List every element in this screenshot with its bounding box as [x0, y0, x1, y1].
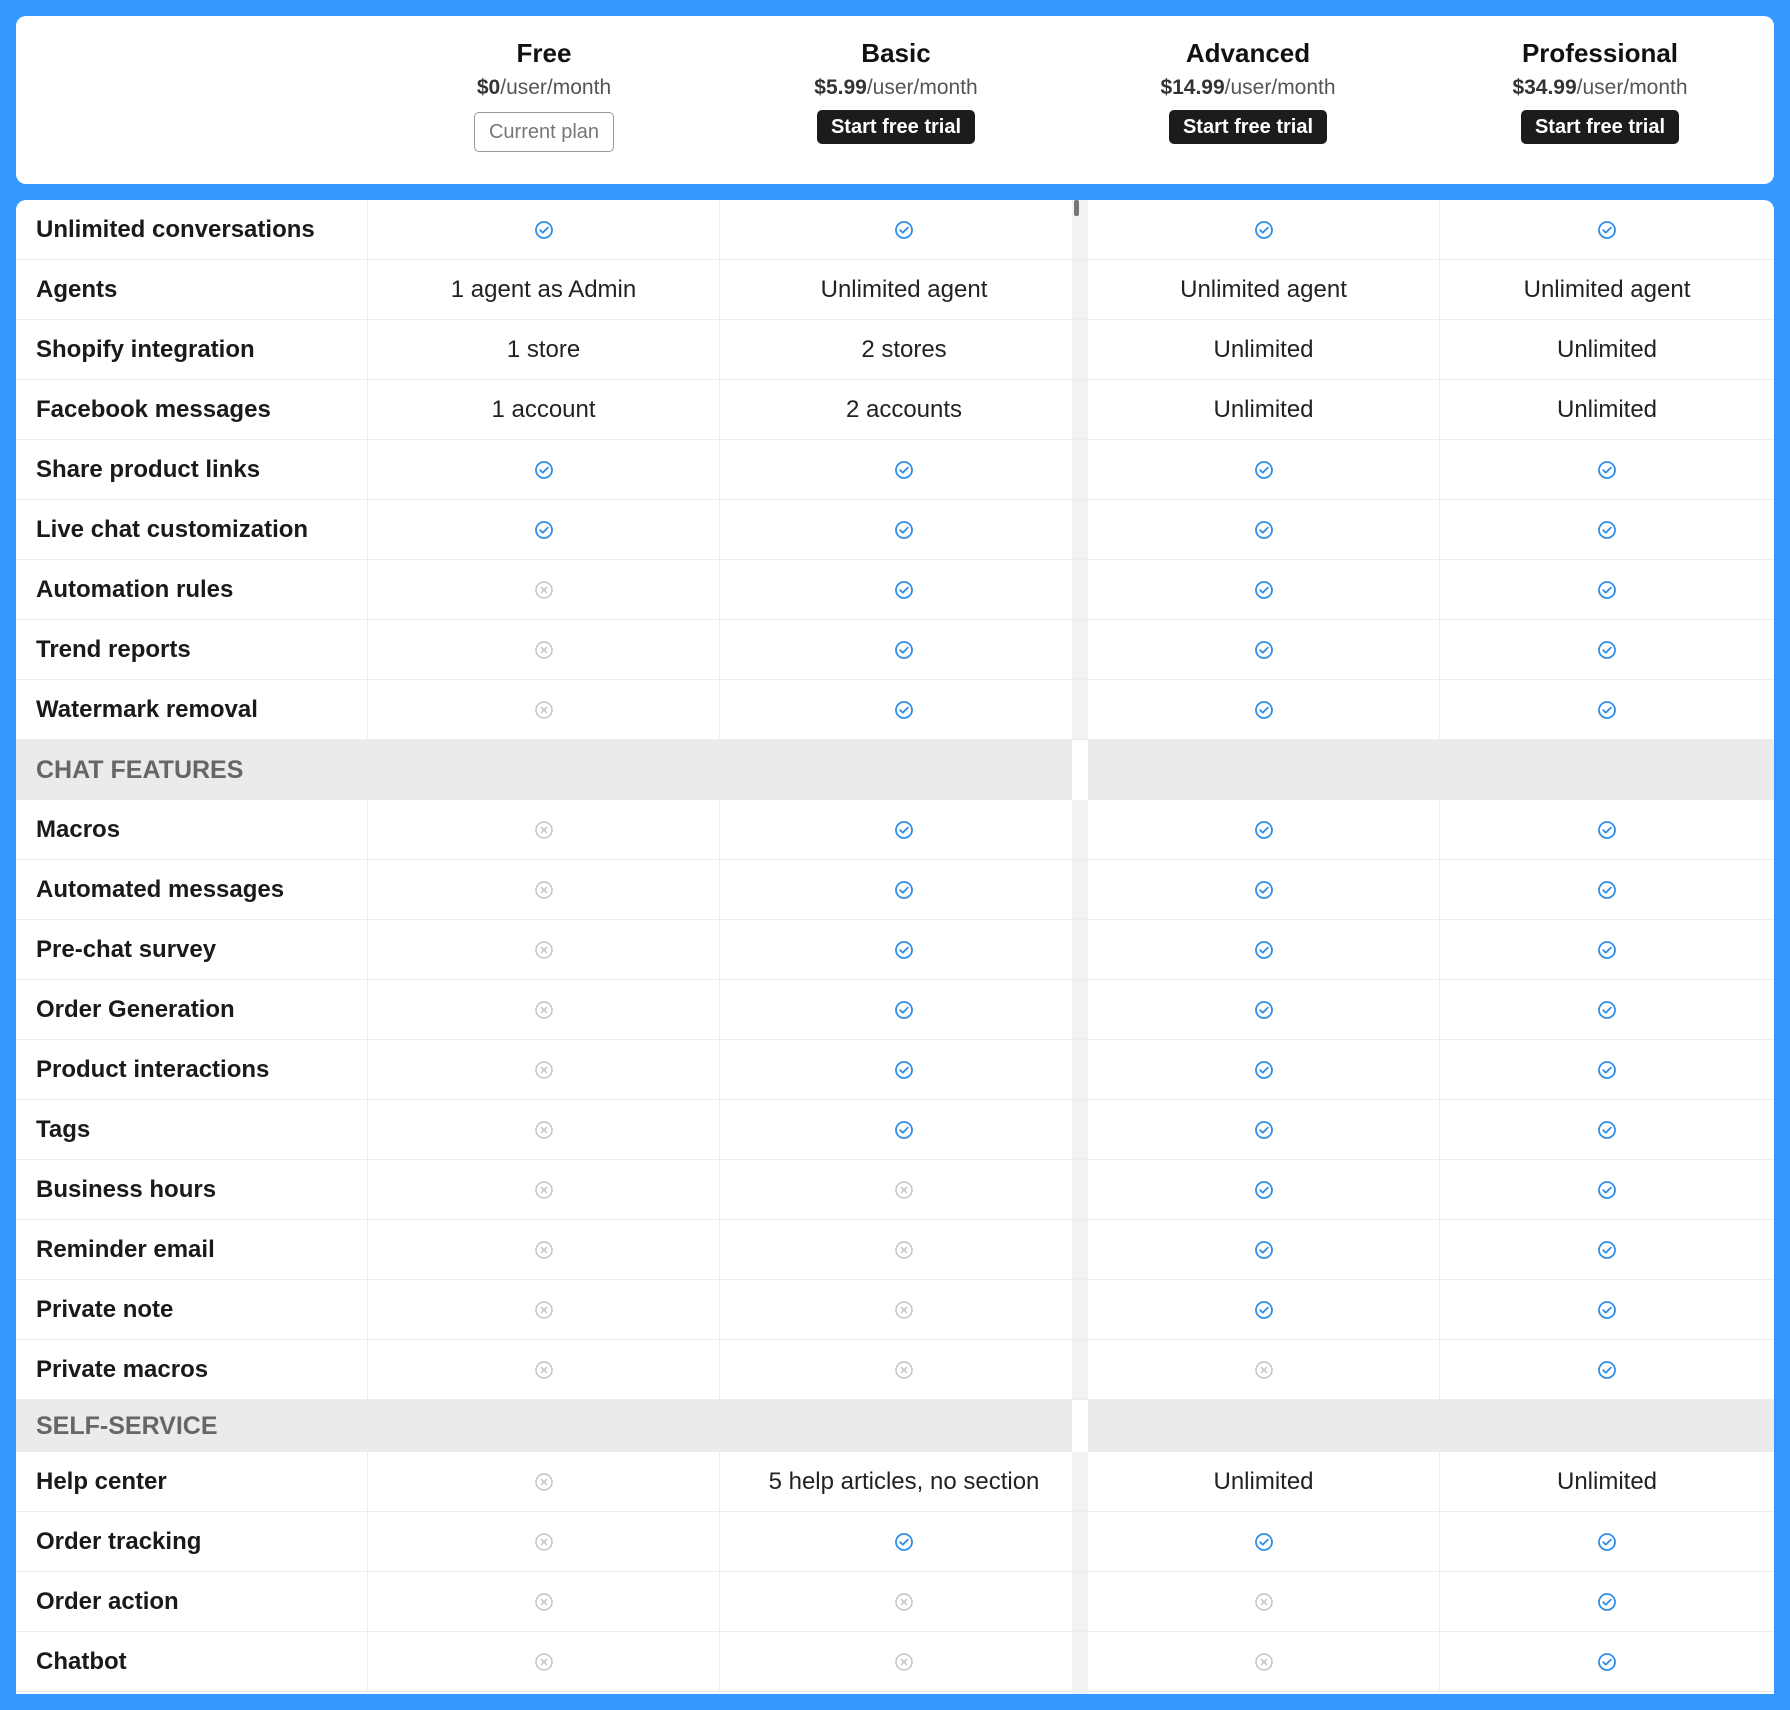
section-gap: [1072, 740, 1088, 800]
feature-value-advanced: Unlimited: [1088, 320, 1440, 379]
feature-value-professional: [1440, 1040, 1774, 1099]
feature-label: Order action: [16, 1572, 368, 1631]
check-circle-icon: [894, 1532, 914, 1552]
plan-name: Professional: [1521, 38, 1679, 68]
plan-name: Advanced: [1185, 38, 1311, 68]
feature-value-professional: [1440, 860, 1774, 919]
feature-value-free: 1 account: [368, 380, 720, 439]
feature-value-basic: [720, 920, 1088, 979]
table-row: [16, 500, 1774, 560]
feature-value-free: [368, 1632, 720, 1691]
feature-value-basic: [720, 800, 1088, 859]
feature-value-professional: [1440, 1220, 1774, 1279]
table-row: [16, 860, 1774, 920]
x-circle-icon: [1254, 1360, 1274, 1380]
feature-value-advanced: [1088, 680, 1440, 739]
feature-value-free: 1 agent as Admin: [368, 260, 720, 319]
feature-label: Product interactions: [16, 1040, 368, 1099]
table-row: [16, 800, 1774, 860]
table-row: [16, 380, 1774, 440]
feature-value-basic: [720, 1632, 1088, 1691]
feature-label: Facebook messages: [16, 380, 368, 439]
table-row: [16, 920, 1774, 980]
feature-value-professional: Unlimited: [1556, 395, 1658, 423]
check-circle-icon: [1254, 220, 1274, 240]
table-row: [16, 680, 1774, 740]
section-header-row: [16, 1400, 1774, 1452]
feature-value-professional: [1440, 1340, 1774, 1399]
feature-label: Watermark removal: [16, 680, 368, 739]
x-circle-icon: [534, 1532, 554, 1552]
plan-price-unit: /user/month: [1224, 76, 1336, 99]
feature-label: Trend reports: [16, 620, 368, 679]
table-row: [16, 1632, 1774, 1692]
feature-value-basic: [720, 1280, 1088, 1339]
check-circle-icon: [1597, 220, 1617, 240]
feature-label: Reminder email: [16, 1220, 368, 1279]
x-circle-icon: [534, 640, 554, 660]
check-circle-icon: [894, 940, 914, 960]
table-row: [16, 1280, 1774, 1340]
feature-value-free: [368, 440, 720, 499]
table-row: [16, 320, 1774, 380]
table-row: [16, 980, 1774, 1040]
feature-value-advanced: [1088, 1160, 1440, 1219]
feature-label: Live chat customization: [16, 500, 368, 559]
table-row: [16, 1512, 1774, 1572]
check-circle-icon: [894, 1000, 914, 1020]
feature-value-advanced: [1088, 1280, 1440, 1339]
x-circle-icon: [534, 880, 554, 900]
feature-label: Tags: [16, 1100, 368, 1159]
plan-price-unit: /user/month: [1576, 76, 1688, 99]
x-circle-icon: [534, 1592, 554, 1612]
section-header-row: [16, 740, 1774, 800]
check-circle-icon: [1254, 1060, 1274, 1080]
feature-value-professional: Unlimited: [1556, 1467, 1658, 1495]
check-circle-icon: [1597, 940, 1617, 960]
feature-label: Automated messages: [16, 860, 368, 919]
feature-value-free: [368, 500, 720, 559]
feature-value-professional: [1440, 1280, 1774, 1339]
x-circle-icon: [534, 1472, 554, 1492]
check-circle-icon: [894, 1120, 914, 1140]
plan-advanced: [1072, 36, 1424, 144]
feature-value-advanced: [1088, 800, 1440, 859]
plan-price: [368, 74, 720, 102]
check-circle-icon: [1597, 460, 1617, 480]
x-circle-icon: [534, 580, 554, 600]
table-row: [16, 1452, 1774, 1512]
feature-value-basic: [720, 200, 1088, 259]
x-circle-icon: [534, 1120, 554, 1140]
plan-price-amount: $5.99: [814, 76, 867, 99]
x-circle-icon: [534, 700, 554, 720]
feature-value-free: [368, 1040, 720, 1099]
plan-professional: [1424, 36, 1776, 144]
check-circle-icon: [894, 820, 914, 840]
plan-price-unit: /user/month: [500, 76, 612, 99]
feature-value-free: [368, 1572, 720, 1631]
plan-price-amount: $34.99: [1512, 76, 1577, 99]
x-circle-icon: [534, 1652, 554, 1672]
feature-value-professional: [1440, 560, 1774, 619]
check-circle-icon: [1597, 1120, 1617, 1140]
feature-value-advanced: [1088, 560, 1440, 619]
feature-value-advanced: Unlimited: [1088, 380, 1440, 439]
feature-value-free: [368, 560, 720, 619]
plan-price: [1424, 74, 1776, 102]
x-circle-icon: [894, 1592, 914, 1612]
feature-value-professional: [1440, 440, 1774, 499]
feature-label: Macros: [16, 800, 368, 859]
check-circle-icon: [894, 580, 914, 600]
section-label: CHAT FEATURES: [36, 755, 244, 784]
feature-value-advanced: [1088, 1512, 1440, 1571]
check-circle-icon: [894, 700, 914, 720]
feature-value-basic: [720, 620, 1088, 679]
feature-value-basic: [720, 980, 1088, 1039]
start-free-trial-button[interactable]: Start free trial: [1521, 110, 1679, 144]
check-circle-icon: [1254, 520, 1274, 540]
feature-value-basic: [720, 680, 1088, 739]
plans-header: [16, 16, 1774, 184]
check-circle-icon: [1254, 1532, 1274, 1552]
feature-value-professional: [1440, 1572, 1774, 1631]
check-circle-icon: [1597, 1360, 1617, 1380]
feature-value-free: 1 store: [368, 320, 720, 379]
feature-value-basic: [720, 500, 1088, 559]
plan-price-unit: /user/month: [866, 76, 978, 99]
feature-label: Shopify integration: [16, 320, 368, 379]
feature-value-advanced: [1088, 860, 1440, 919]
feature-value-free: [368, 980, 720, 1039]
feature-value-professional: [1440, 920, 1774, 979]
x-circle-icon: [534, 1240, 554, 1260]
x-circle-icon: [1254, 1652, 1274, 1672]
x-circle-icon: [534, 1360, 554, 1380]
feature-value-advanced: [1088, 1340, 1440, 1399]
x-circle-icon: [894, 1240, 914, 1260]
check-circle-icon: [1254, 640, 1274, 660]
feature-value-basic: [720, 560, 1088, 619]
table-row: [16, 260, 1774, 320]
feature-value-professional: Unlimited agent: [1523, 275, 1691, 303]
check-circle-icon: [1597, 820, 1617, 840]
check-circle-icon: [534, 460, 554, 480]
feature-value-advanced: [1088, 1220, 1440, 1279]
check-circle-icon: [1597, 700, 1617, 720]
feature-value-basic: [720, 1040, 1088, 1099]
check-circle-icon: [1254, 460, 1274, 480]
check-circle-icon: [1254, 1180, 1274, 1200]
check-circle-icon: [1254, 940, 1274, 960]
table-row: [16, 1100, 1774, 1160]
table-row: [16, 560, 1774, 620]
check-circle-icon: [894, 880, 914, 900]
feature-value-basic: [720, 1160, 1088, 1219]
plan-price-amount: $14.99: [1160, 76, 1225, 99]
check-circle-icon: [894, 460, 914, 480]
table-row: [16, 200, 1774, 260]
feature-value-free: [368, 1160, 720, 1219]
feature-value-basic: [720, 1220, 1088, 1279]
table-row: [16, 1220, 1774, 1280]
feature-label: Help center: [16, 1452, 368, 1511]
check-circle-icon: [1254, 1300, 1274, 1320]
feature-value-free: [368, 1100, 720, 1159]
section-gap: [1072, 1400, 1088, 1452]
plan-free: [368, 36, 720, 152]
x-circle-icon: [894, 1180, 914, 1200]
feature-value-basic: [720, 860, 1088, 919]
check-circle-icon: [1254, 580, 1274, 600]
plan-name: Free: [516, 38, 572, 68]
start-free-trial-button[interactable]: Start free trial: [817, 110, 975, 144]
table-row: [16, 1160, 1774, 1220]
check-circle-icon: [894, 1060, 914, 1080]
feature-value-free: [368, 860, 720, 919]
feature-value-basic: [720, 1100, 1088, 1159]
check-circle-icon: [1597, 1652, 1617, 1672]
feature-value-professional: [1440, 200, 1774, 259]
check-circle-icon: [534, 220, 554, 240]
feature-value-advanced: [1088, 1040, 1440, 1099]
x-circle-icon: [894, 1360, 914, 1380]
feature-value-professional: [1440, 680, 1774, 739]
table-row: [16, 620, 1774, 680]
plan-price-amount: $0: [476, 76, 501, 99]
table-row: [16, 1572, 1774, 1632]
feature-label: Agents: [16, 260, 368, 319]
feature-comparison-table: [16, 200, 1774, 1694]
feature-value-professional: [1440, 1512, 1774, 1571]
feature-value-basic: [720, 1572, 1088, 1631]
check-circle-icon: [1597, 1532, 1617, 1552]
feature-value-basic: 2 accounts: [845, 395, 963, 423]
check-circle-icon: [1254, 700, 1274, 720]
feature-value-advanced: [1088, 200, 1440, 259]
x-circle-icon: [1254, 1592, 1274, 1612]
x-circle-icon: [534, 1300, 554, 1320]
feature-value-basic: 2 stores: [861, 335, 947, 363]
check-circle-icon: [1597, 640, 1617, 660]
x-circle-icon: [534, 1180, 554, 1200]
feature-value-basic: [720, 1340, 1088, 1399]
check-circle-icon: [1597, 580, 1617, 600]
feature-label: Chatbot: [16, 1632, 368, 1691]
feature-value-professional: [1440, 800, 1774, 859]
section-label: SELF-SERVICE: [36, 1411, 218, 1440]
feature-label: Order Generation: [16, 980, 368, 1039]
x-circle-icon: [534, 1060, 554, 1080]
feature-value-basic: [720, 440, 1088, 499]
check-circle-icon: [894, 520, 914, 540]
check-circle-icon: [1597, 880, 1617, 900]
x-circle-icon: [534, 1000, 554, 1020]
feature-value-professional: [1440, 1632, 1774, 1691]
current-plan-button[interactable]: Current plan: [474, 112, 614, 152]
check-circle-icon: [1254, 1000, 1274, 1020]
feature-value-basic: 5 help articles, no section: [768, 1467, 1040, 1495]
feature-label: Pre-chat survey: [16, 920, 368, 979]
check-circle-icon: [894, 220, 914, 240]
feature-value-professional: [1440, 620, 1774, 679]
feature-label: Business hours: [16, 1160, 368, 1219]
feature-value-advanced: [1088, 620, 1440, 679]
feature-value-free: [368, 200, 720, 259]
check-circle-icon: [894, 640, 914, 660]
feature-value-professional: Unlimited: [1556, 335, 1658, 363]
feature-value-professional: [1440, 1100, 1774, 1159]
feature-value-free: [368, 920, 720, 979]
feature-value-advanced: [1088, 920, 1440, 979]
check-circle-icon: [1597, 1060, 1617, 1080]
feature-value-advanced: [1088, 500, 1440, 559]
feature-value-advanced: [1088, 1100, 1440, 1159]
table-row: [16, 1340, 1774, 1400]
feature-value-free: [368, 1452, 720, 1511]
feature-label: Share product links: [16, 440, 368, 499]
check-circle-icon: [1597, 1180, 1617, 1200]
x-circle-icon: [534, 940, 554, 960]
plan-name: Basic: [861, 38, 931, 68]
feature-value-professional: [1440, 500, 1774, 559]
feature-value-advanced: [1088, 440, 1440, 499]
feature-value-free: [368, 1340, 720, 1399]
feature-value-advanced: [1088, 1632, 1440, 1691]
check-circle-icon: [1597, 1592, 1617, 1612]
feature-value-free: [368, 1220, 720, 1279]
x-circle-icon: [894, 1300, 914, 1320]
feature-label: Private note: [16, 1280, 368, 1339]
feature-value-free: [368, 1512, 720, 1571]
feature-value-advanced: Unlimited: [1088, 1452, 1440, 1511]
feature-label: Automation rules: [16, 560, 368, 619]
check-circle-icon: [1597, 1000, 1617, 1020]
table-row: [16, 440, 1774, 500]
check-circle-icon: [1254, 820, 1274, 840]
check-circle-icon: [1254, 1240, 1274, 1260]
feature-value-advanced: [1088, 1572, 1440, 1631]
feature-value-free: [368, 620, 720, 679]
check-circle-icon: [1254, 1120, 1274, 1140]
start-free-trial-button[interactable]: Start free trial: [1169, 110, 1327, 144]
feature-value-advanced: Unlimited agent: [1088, 260, 1440, 319]
check-circle-icon: [1254, 880, 1274, 900]
feature-value-professional: [1440, 1160, 1774, 1219]
feature-value-free: [368, 800, 720, 859]
feature-value-professional: [1440, 980, 1774, 1039]
x-circle-icon: [894, 1652, 914, 1672]
feature-value-basic: Unlimited agent: [820, 275, 988, 303]
check-circle-icon: [534, 520, 554, 540]
feature-label: Unlimited conversations: [16, 200, 368, 259]
feature-label: Order tracking: [16, 1512, 368, 1571]
plan-price: [720, 74, 1072, 102]
check-circle-icon: [1597, 1240, 1617, 1260]
feature-value-advanced: [1088, 980, 1440, 1039]
x-circle-icon: [534, 820, 554, 840]
feature-label: Private macros: [16, 1340, 368, 1399]
plan-basic: [720, 36, 1072, 144]
feature-value-free: [368, 680, 720, 739]
feature-value-free: [368, 1280, 720, 1339]
plan-price: [1072, 74, 1424, 102]
check-circle-icon: [1597, 1300, 1617, 1320]
table-row: [16, 1040, 1774, 1100]
feature-value-basic: [720, 1512, 1088, 1571]
check-circle-icon: [1597, 520, 1617, 540]
